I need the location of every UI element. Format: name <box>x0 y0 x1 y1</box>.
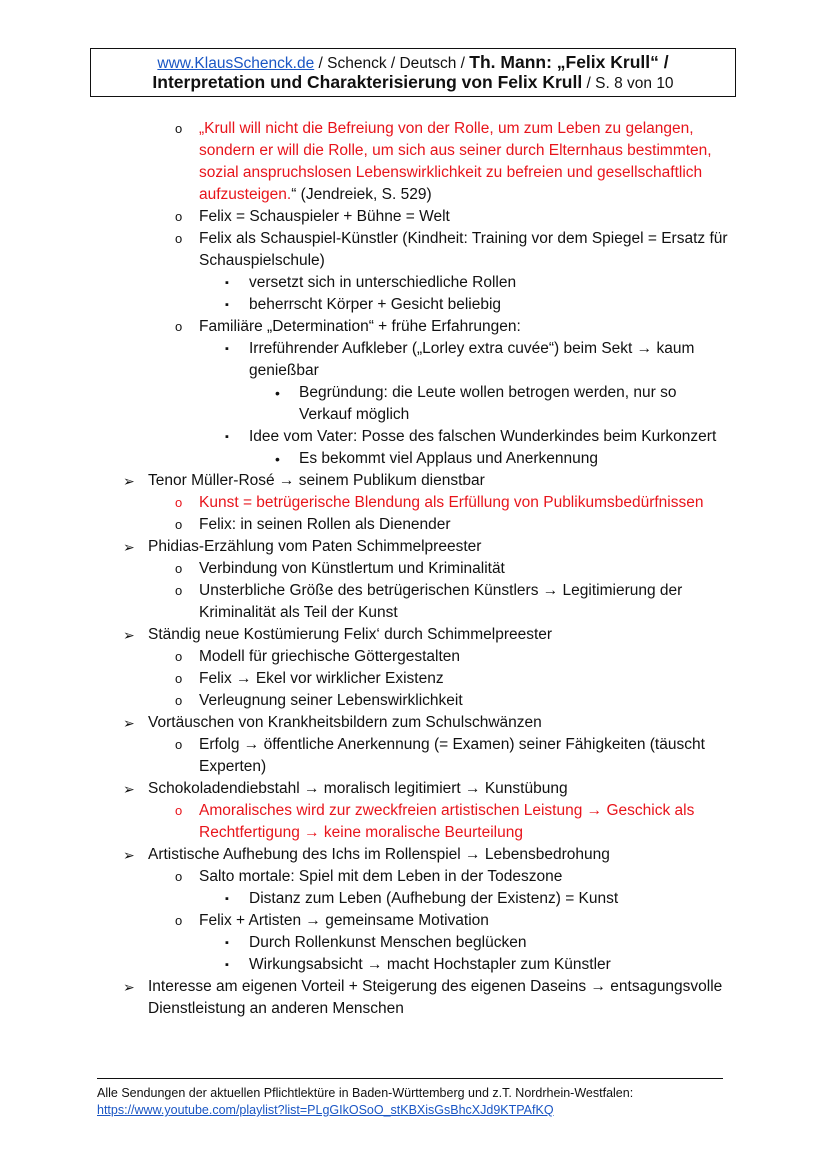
circle-bullet-icon: o <box>175 319 183 334</box>
list-item-text: Begründung: die Leute wollen betrogen werden, nur so Verkauf möglich <box>299 384 677 423</box>
document-body <box>0 118 828 1020</box>
list-item-text: Felix + Artisten → gemeinsame Motivation <box>199 912 489 929</box>
list-item <box>0 888 828 910</box>
list-item-text: Durch Rollenkunst Menschen beglücken <box>249 934 527 951</box>
circle-bullet-icon: o <box>175 671 183 686</box>
arrow-bullet-icon: ➢ <box>123 847 135 863</box>
list-item-text: Schokoladendiebstahl → moralisch legitimiert → Kunstübung <box>148 780 568 797</box>
circle-bullet-icon: o <box>175 231 183 246</box>
list-item-text: Felix → Ekel vor wirklicher Existenz <box>199 670 444 687</box>
playlist-link[interactable]: https://www.youtube.com/playlist?list=PLgGIkOSoO_stKBXisGsBhcXJd9KTPAfKQ <box>97 1103 554 1117</box>
quote-source: “ (Jendreiek, S. 529) <box>291 186 432 203</box>
list-item-text: Erfolg → öffentliche Anerkennung (= Examen) seiner Fähigkeiten (täuscht Experten) <box>199 736 705 775</box>
list-item <box>0 536 828 558</box>
circle-bullet-icon: o <box>175 693 183 708</box>
list-item <box>0 492 828 514</box>
circle-bullet-icon: o <box>175 737 183 752</box>
list-item-text: Amoralisches wird zur zweckfreien artistischen Leistung → Geschick als Rechtfertigung → keine moralische Beurteilung <box>199 802 695 841</box>
circle-bullet-icon: o <box>175 583 183 598</box>
list-item-text: Verleugnung seiner Lebenswirklichkeit <box>199 692 463 709</box>
list-item-text: Idee vom Vater: Posse des falschen Wunderkindes beim Kurkonzert <box>249 428 717 445</box>
list-item <box>0 976 828 1020</box>
list-item <box>0 514 828 536</box>
list-item <box>0 294 828 316</box>
list-item-text: Artistische Aufhebung des Ichs im Rollenspiel → Lebensbedrohung <box>148 846 610 863</box>
footer-text: Alle Sendungen der aktuellen Pflichtlektüre in Baden-Württemberg und z.T. Nordrhein-Westfalen: <box>97 1086 634 1100</box>
list-item <box>0 954 828 976</box>
header-line-2 <box>91 73 735 93</box>
list-item <box>0 272 828 294</box>
list-item-text: Unsterbliche Größe des betrügerischen Künstlers → Legitimierung der Kriminalität als Teil der Kunst <box>199 582 683 621</box>
list-item <box>0 668 828 690</box>
list-item-text: Felix: in seinen Rollen als Dienender <box>199 516 451 533</box>
circle-bullet-icon: o <box>175 913 183 928</box>
list-item-text: versetzt sich in unterschiedliche Rollen <box>249 274 517 291</box>
list-item-text: Salto mortale: Spiel mit dem Leben in der Todeszone <box>199 868 563 885</box>
list-item <box>0 734 828 778</box>
list-item <box>0 800 828 844</box>
list-item <box>0 646 828 668</box>
circle-bullet-icon: o <box>175 495 183 510</box>
list-item <box>0 624 828 646</box>
list-item-text: Felix als Schauspiel-Künstler (Kindheit: Training vor dem Spiegel = Ersatz für Schauspielschule) <box>199 230 728 269</box>
circle-bullet-icon: o <box>175 209 183 224</box>
square-bullet-icon: ▪ <box>225 431 229 443</box>
list-item-text: Interesse am eigenen Vorteil + Steigerung des eigenen Daseins → entsagungsvolle Dienstleistung an anderen Menschen <box>148 978 723 1017</box>
quote-red: „Krull will nicht die Befreiung von der Rolle, um zum Leben zu gelangen, sondern er will die Rolle, um sich aus seiner durch Elternhaus bestimmten, sozial anspruchslosen Lebenswirklichkeit zu befreien und gesellschaftlich aufzusteigen. <box>199 120 712 203</box>
list-item <box>0 558 828 580</box>
arrow-bullet-icon: ➢ <box>123 781 135 797</box>
dot-bullet-icon: • <box>275 385 280 401</box>
list-item-text: Es bekommt viel Applaus und Anerkennung <box>299 450 598 467</box>
circle-bullet-icon: o <box>175 517 183 532</box>
header-title-part1: Th. Mann: „Felix Krull“ / <box>469 52 669 72</box>
list-item <box>0 316 828 338</box>
circle-bullet-icon: o <box>175 803 183 818</box>
header-meta: / Schenck / Deutsch / <box>314 55 470 72</box>
list-item <box>0 118 828 206</box>
list-item-text: Kunst = betrügerische Blendung als Erfüllung von Publikumsbedürfnissen <box>199 494 704 511</box>
list-item <box>0 448 828 470</box>
square-bullet-icon: ▪ <box>225 937 229 949</box>
dot-bullet-icon: • <box>275 451 280 467</box>
site-link[interactable]: www.KlausSchenck.de <box>157 55 315 72</box>
circle-bullet-icon: o <box>175 869 183 884</box>
header-title-part2: Interpretation und Charakterisierung von Felix Krull <box>152 72 583 92</box>
list-item-text: Vortäuschen von Krankheitsbildern zum Schulschwänzen <box>148 714 542 731</box>
square-bullet-icon: ▪ <box>225 343 229 355</box>
page-info: / S. 8 von 10 <box>582 75 674 92</box>
circle-bullet-icon: o <box>175 649 183 664</box>
list-item <box>0 470 828 492</box>
list-item <box>0 690 828 712</box>
list-item-text: Phidias-Erzählung vom Paten Schimmelpreester <box>148 538 482 555</box>
square-bullet-icon: ▪ <box>225 277 229 289</box>
list-item-text: Felix = Schauspieler + Bühne = Welt <box>199 208 450 225</box>
list-item-text: Verbindung von Künstlertum und Kriminalität <box>199 560 505 577</box>
list-item <box>0 382 828 426</box>
square-bullet-icon: ▪ <box>225 893 229 905</box>
arrow-bullet-icon: ➢ <box>123 539 135 555</box>
page-footer <box>97 1078 723 1119</box>
list-item-text: Familiäre „Determination“ + frühe Erfahrungen: <box>199 318 521 335</box>
circle-bullet-icon: o <box>175 561 183 576</box>
list-item-text: Irreführender Aufkleber („Lorley extra cuvée“) beim Sekt → kaum genießbar <box>249 340 695 379</box>
list-item-text: Modell für griechische Göttergestalten <box>199 648 461 665</box>
list-item <box>0 712 828 734</box>
arrow-bullet-icon: ➢ <box>123 715 135 731</box>
list-item <box>0 932 828 954</box>
circle-bullet-icon: o <box>175 121 183 136</box>
list-item <box>0 844 828 866</box>
list-item <box>0 866 828 888</box>
list-item <box>0 426 828 448</box>
list-item <box>0 580 828 624</box>
list-item <box>0 228 828 272</box>
list-item <box>0 338 828 382</box>
arrow-bullet-icon: ➢ <box>123 473 135 489</box>
square-bullet-icon: ▪ <box>225 959 229 971</box>
list-item-text: Ständig neue Kostümierung Felix‘ durch Schimmelpreester <box>148 626 553 643</box>
list-item-text: Wirkungsabsicht → macht Hochstapler zum Künstler <box>249 956 611 973</box>
list-item-text: Distanz zum Leben (Aufhebung der Existenz) = Kunst <box>249 890 619 907</box>
list-item-text: beherrscht Körper + Gesicht beliebig <box>249 296 502 313</box>
header-line-1 <box>91 53 735 73</box>
page-header <box>90 48 736 97</box>
list-item <box>0 910 828 932</box>
square-bullet-icon: ▪ <box>225 299 229 311</box>
list-item-text: Tenor Müller-Rosé → seinem Publikum dienstbar <box>148 472 485 489</box>
list-item <box>0 206 828 228</box>
arrow-bullet-icon: ➢ <box>123 627 135 643</box>
list-item <box>0 778 828 800</box>
arrow-bullet-icon: ➢ <box>123 979 135 995</box>
